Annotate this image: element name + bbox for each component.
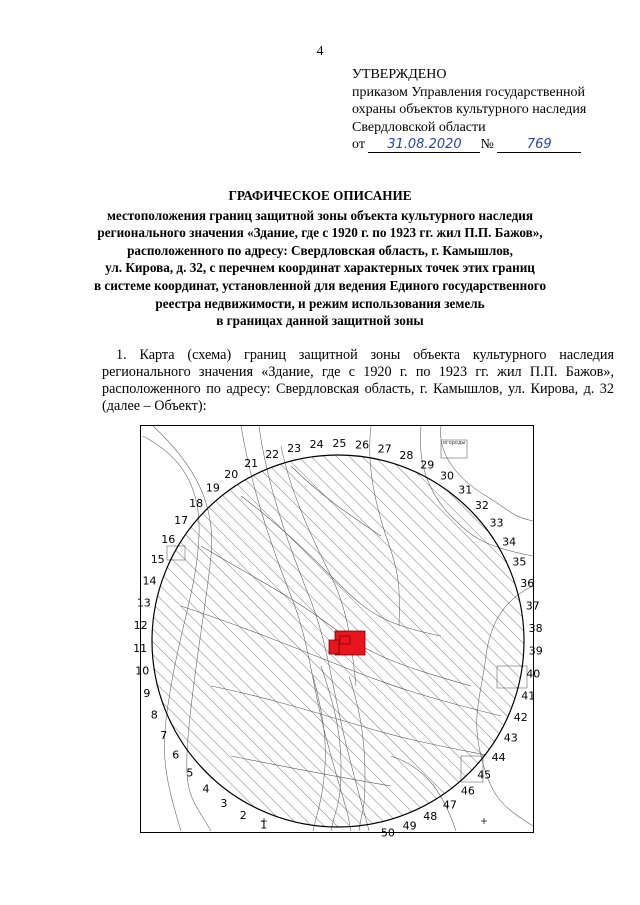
boundary-point-30: 30 bbox=[440, 469, 454, 483]
boundary-point-21: 21 bbox=[244, 457, 259, 470]
boundary-point-5: 5 bbox=[186, 766, 194, 780]
approval-date: 31.08.2020 bbox=[368, 138, 480, 153]
boundary-point-16: 16 bbox=[161, 533, 176, 546]
title-line: ул. Кирова, д. 32, с перечнем координат характерных точек этих границ bbox=[105, 260, 535, 276]
boundary-point-50: 50 bbox=[380, 826, 395, 840]
boundary-point-27: 27 bbox=[377, 442, 392, 456]
boundary-point-10: 10 bbox=[135, 664, 150, 678]
boundary-point-35: 35 bbox=[512, 555, 527, 569]
boundary-point-19: 19 bbox=[205, 481, 220, 495]
boundary-point-17: 17 bbox=[174, 514, 189, 528]
boundary-point-28: 28 bbox=[399, 449, 414, 463]
boundary-point-40: 40 bbox=[526, 667, 541, 681]
protection-zone-map bbox=[133, 425, 543, 840]
boundary-point-37: 37 bbox=[525, 599, 540, 613]
approval-number: 769 bbox=[497, 138, 581, 153]
boundary-point-26: 26 bbox=[355, 438, 370, 452]
boundary-point-38: 38 bbox=[528, 621, 543, 635]
title-line: реестра недвижимости, и режим использования земель bbox=[155, 295, 485, 311]
boundary-point-23: 23 bbox=[287, 441, 302, 455]
boundary-point-31: 31 bbox=[458, 483, 473, 497]
boundary-point-39: 39 bbox=[528, 644, 543, 658]
boundary-point-33: 33 bbox=[489, 516, 504, 530]
approval-line-2: охраны объектов культурного наследия bbox=[352, 102, 587, 117]
title-line: в системе координат, установленной для ведения Единого государственного bbox=[93, 277, 547, 293]
para-line: расположенного по адресу: Свердловская область, г. Камышлов, ул. Кирова, д. 32 bbox=[102, 381, 614, 397]
title-line: местоположения границ защитной зоны объекта культурного наследия bbox=[106, 207, 534, 223]
approval-date-row bbox=[352, 136, 632, 154]
boundary-point-34: 34 bbox=[502, 535, 517, 549]
boundary-point-12: 12 bbox=[133, 619, 148, 633]
boundary-point-42: 42 bbox=[513, 711, 528, 725]
para-line: регионального значения «Здание, где с 1920 г. по 1923 гг. жил П.П. Бажов», bbox=[102, 364, 614, 380]
boundary-point-48: 48 bbox=[423, 810, 438, 824]
boundary-point-43: 43 bbox=[503, 731, 518, 745]
boundary-point-36: 36 bbox=[520, 577, 535, 591]
para-line: 1. Карта (схема) границ защитной зоны объекта культурного наследия bbox=[116, 347, 614, 363]
boundary-point-45: 45 bbox=[477, 768, 492, 782]
boundary-point-47: 47 bbox=[442, 798, 457, 812]
title-heading: ГРАФИЧЕСКОЕ ОПИСАНИЕ bbox=[228, 188, 412, 203]
para-line: (далее – Объект): bbox=[102, 398, 207, 414]
boundary-point-44: 44 bbox=[491, 750, 506, 764]
approval-line-3: Свердловской области bbox=[352, 119, 486, 135]
title-line: расположенного по адресу: Свердловская область, г. Камышлов, bbox=[127, 242, 513, 258]
boundary-point-4: 4 bbox=[202, 782, 210, 796]
title-line: регионального значения «Здание, где с 1920 г. по 1923 гг. жил П.П. Бажов», bbox=[97, 225, 543, 241]
boundary-point-32: 32 bbox=[474, 499, 489, 512]
boundary-point-3: 3 bbox=[220, 796, 228, 810]
boundary-point-13: 13 bbox=[136, 596, 151, 610]
boundary-point-2: 2 bbox=[239, 808, 247, 822]
number-sign: № bbox=[480, 137, 494, 152]
page-number: 4 bbox=[316, 44, 324, 59]
boundary-point-29: 29 bbox=[420, 458, 435, 472]
boundary-point-7: 7 bbox=[160, 729, 168, 743]
boundary-point-6: 6 bbox=[172, 748, 180, 762]
document-title bbox=[40, 187, 600, 330]
approval-stamp bbox=[352, 66, 632, 154]
approval-line-1: приказом Управления государственной bbox=[352, 84, 586, 100]
boundary-point-9: 9 bbox=[143, 686, 151, 700]
boundary-point-11: 11 bbox=[133, 641, 148, 655]
title-line: в границах данной защитной зоны bbox=[216, 313, 424, 329]
boundary-point-14: 14 bbox=[142, 574, 157, 588]
approval-heading: УТВЕРЖДЕНО bbox=[352, 67, 447, 82]
map-canvas bbox=[133, 426, 543, 840]
date-prefix: от bbox=[352, 137, 365, 152]
section-1-text bbox=[102, 347, 614, 415]
boundary-point-46: 46 bbox=[460, 784, 475, 798]
boundary-point-8: 8 bbox=[150, 708, 158, 722]
boundary-point-41: 41 bbox=[521, 689, 536, 703]
boundary-point-20: 20 bbox=[224, 468, 239, 482]
boundary-point-49: 49 bbox=[402, 819, 417, 833]
boundary-point-25: 25 bbox=[332, 437, 347, 450]
boundary-point-18: 18 bbox=[189, 497, 204, 510]
garden-label: огороды bbox=[443, 440, 466, 446]
boundary-point-24: 24 bbox=[309, 438, 324, 452]
boundary-point-1: 1 bbox=[260, 818, 268, 832]
boundary-point-22: 22 bbox=[265, 448, 280, 462]
boundary-point-15: 15 bbox=[150, 553, 165, 567]
